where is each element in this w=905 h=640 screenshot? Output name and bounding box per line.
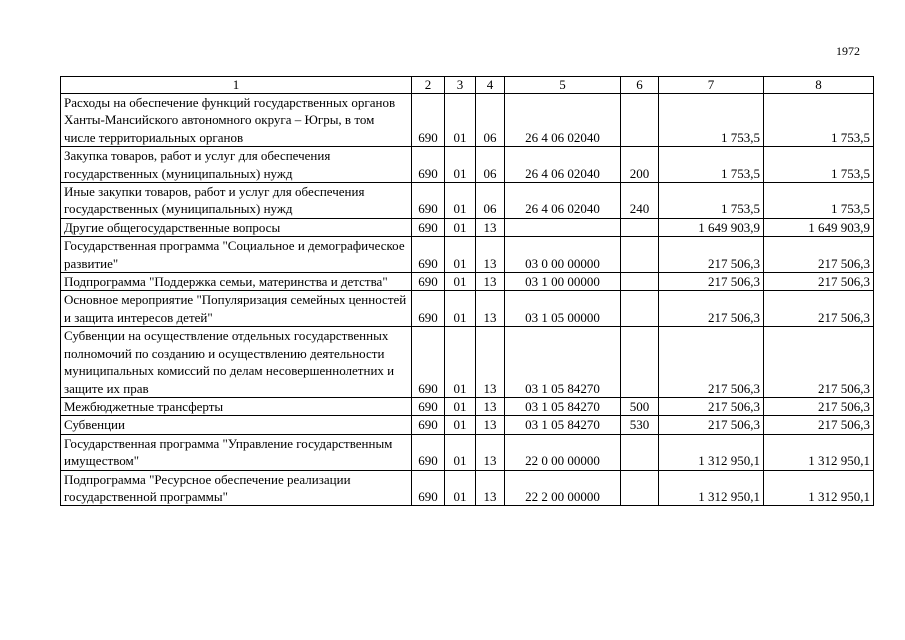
row-rz: 01 xyxy=(445,183,476,219)
row-csr: 03 1 05 84270 xyxy=(505,416,621,434)
table-row xyxy=(61,416,874,434)
page-number: 1972 xyxy=(836,44,860,58)
row-ved: 690 xyxy=(412,397,445,415)
row-sum-1: 217 506,3 xyxy=(659,237,764,273)
row-rz: 01 xyxy=(445,434,476,470)
row-sum-2: 217 506,3 xyxy=(764,416,874,434)
row-csr: 26 4 06 02040 xyxy=(505,183,621,219)
row-vr: 200 xyxy=(621,147,659,183)
table-row xyxy=(61,147,874,183)
row-ved: 690 xyxy=(412,273,445,291)
table-row xyxy=(61,94,874,147)
row-name: Подпрограмма "Поддержка семьи, материнства и детства" xyxy=(61,273,412,291)
row-name: Межбюджетные трансферты xyxy=(61,397,412,415)
row-vr xyxy=(621,94,659,147)
row-ved: 690 xyxy=(412,470,445,506)
row-rz: 01 xyxy=(445,327,476,398)
row-rz: 01 xyxy=(445,147,476,183)
row-csr: 03 1 05 00000 xyxy=(505,291,621,327)
row-sum-1: 217 506,3 xyxy=(659,291,764,327)
row-name: Субвенции на осуществление отдельных государственных полномочий по созданию и осуществлению деятельности муниципальных комиссий по делам несовершеннолетних и защите их прав xyxy=(61,327,412,398)
row-rz: 01 xyxy=(445,237,476,273)
row-rz: 01 xyxy=(445,416,476,434)
column-header: 7 xyxy=(659,77,764,94)
row-pr: 06 xyxy=(476,94,505,147)
row-sum-1: 1 753,5 xyxy=(659,183,764,219)
row-ved: 690 xyxy=(412,416,445,434)
row-sum-1: 217 506,3 xyxy=(659,273,764,291)
row-vr xyxy=(621,237,659,273)
row-name: Основное мероприятие "Популяризация семейных ценностей и защита интересов детей" xyxy=(61,291,412,327)
row-ved: 690 xyxy=(412,218,445,236)
row-sum-1: 217 506,3 xyxy=(659,397,764,415)
table-row xyxy=(61,327,874,398)
header-row xyxy=(61,77,874,94)
row-rz: 01 xyxy=(445,397,476,415)
row-csr: 03 0 00 00000 xyxy=(505,237,621,273)
row-sum-1: 1 753,5 xyxy=(659,94,764,147)
row-rz: 01 xyxy=(445,470,476,506)
row-vr xyxy=(621,218,659,236)
row-sum-2: 217 506,3 xyxy=(764,291,874,327)
row-sum-2: 217 506,3 xyxy=(764,273,874,291)
row-vr: 530 xyxy=(621,416,659,434)
table-row xyxy=(61,291,874,327)
row-sum-2: 1 312 950,1 xyxy=(764,470,874,506)
column-header: 4 xyxy=(476,77,505,94)
column-header: 1 xyxy=(61,77,412,94)
row-vr xyxy=(621,470,659,506)
row-name: Иные закупки товаров, работ и услуг для обеспечения государственных (муниципальных) нужд xyxy=(61,183,412,219)
row-vr: 240 xyxy=(621,183,659,219)
row-pr: 06 xyxy=(476,183,505,219)
column-header: 5 xyxy=(505,77,621,94)
row-csr xyxy=(505,218,621,236)
row-rz: 01 xyxy=(445,94,476,147)
row-name: Закупка товаров, работ и услуг для обеспечения государственных (муниципальных) нужд xyxy=(61,147,412,183)
row-vr xyxy=(621,434,659,470)
row-sum-2: 1 753,5 xyxy=(764,147,874,183)
row-vr xyxy=(621,273,659,291)
row-vr xyxy=(621,327,659,398)
row-sum-2: 1 649 903,9 xyxy=(764,218,874,236)
row-sum-1: 1 649 903,9 xyxy=(659,218,764,236)
table-row xyxy=(61,183,874,219)
table-row xyxy=(61,237,874,273)
row-ved: 690 xyxy=(412,434,445,470)
row-sum-2: 217 506,3 xyxy=(764,397,874,415)
row-pr: 13 xyxy=(476,218,505,236)
row-sum-2: 1 753,5 xyxy=(764,183,874,219)
row-ved: 690 xyxy=(412,94,445,147)
row-csr: 26 4 06 02040 xyxy=(505,94,621,147)
row-vr: 500 xyxy=(621,397,659,415)
row-name: Субвенции xyxy=(61,416,412,434)
row-pr: 13 xyxy=(476,397,505,415)
row-pr: 13 xyxy=(476,273,505,291)
row-pr: 13 xyxy=(476,291,505,327)
row-ved: 690 xyxy=(412,327,445,398)
table-row xyxy=(61,470,874,506)
column-header: 8 xyxy=(764,77,874,94)
table-row xyxy=(61,273,874,291)
table-row xyxy=(61,434,874,470)
table-row xyxy=(61,218,874,236)
row-csr: 03 1 00 00000 xyxy=(505,273,621,291)
row-rz: 01 xyxy=(445,273,476,291)
row-csr: 03 1 05 84270 xyxy=(505,327,621,398)
row-vr xyxy=(621,291,659,327)
row-name: Расходы на обеспечение функций государственных органов Ханты-Мансийского автономного округа – Югры, в том числе территориальных органов xyxy=(61,94,412,147)
row-rz: 01 xyxy=(445,218,476,236)
row-pr: 13 xyxy=(476,237,505,273)
row-sum-2: 217 506,3 xyxy=(764,327,874,398)
row-sum-1: 217 506,3 xyxy=(659,416,764,434)
row-ved: 690 xyxy=(412,147,445,183)
column-header: 2 xyxy=(412,77,445,94)
row-pr: 13 xyxy=(476,416,505,434)
row-ved: 690 xyxy=(412,183,445,219)
row-name: Государственная программа "Социальное и демографическое развитие" xyxy=(61,237,412,273)
row-pr: 06 xyxy=(476,147,505,183)
column-header: 6 xyxy=(621,77,659,94)
row-sum-1: 1 312 950,1 xyxy=(659,434,764,470)
row-csr: 22 2 00 00000 xyxy=(505,470,621,506)
row-pr: 13 xyxy=(476,434,505,470)
column-header: 3 xyxy=(445,77,476,94)
row-csr: 22 0 00 00000 xyxy=(505,434,621,470)
row-sum-2: 1 312 950,1 xyxy=(764,434,874,470)
row-pr: 13 xyxy=(476,470,505,506)
row-sum-2: 217 506,3 xyxy=(764,237,874,273)
row-csr: 03 1 05 84270 xyxy=(505,397,621,415)
row-name: Другие общегосударственные вопросы xyxy=(61,218,412,236)
row-sum-1: 1 312 950,1 xyxy=(659,470,764,506)
table-body xyxy=(61,94,874,506)
row-ved: 690 xyxy=(412,237,445,273)
row-sum-1: 1 753,5 xyxy=(659,147,764,183)
row-pr: 13 xyxy=(476,327,505,398)
row-rz: 01 xyxy=(445,291,476,327)
row-sum-2: 1 753,5 xyxy=(764,94,874,147)
budget-table xyxy=(60,76,874,506)
table-row xyxy=(61,397,874,415)
row-ved: 690 xyxy=(412,291,445,327)
row-name: Государственная программа "Управление государственным имуществом" xyxy=(61,434,412,470)
row-csr: 26 4 06 02040 xyxy=(505,147,621,183)
row-name: Подпрограмма "Ресурсное обеспечение реализации государственной программы" xyxy=(61,470,412,506)
row-sum-1: 217 506,3 xyxy=(659,327,764,398)
